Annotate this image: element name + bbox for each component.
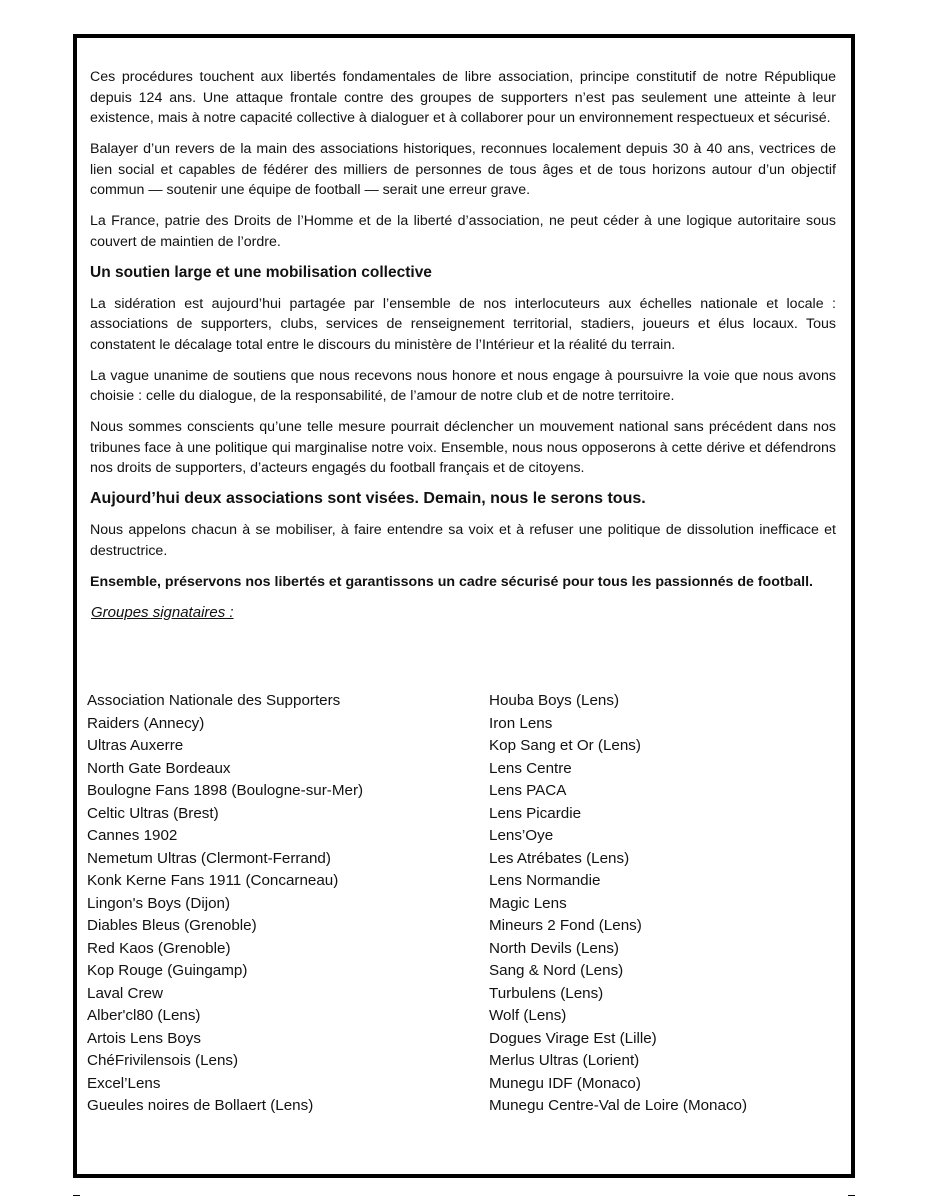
signatories-left-column bbox=[87, 690, 363, 1118]
signatory: Dogues Virage Est (Lille) bbox=[489, 1029, 657, 1047]
signatory: ChéFrivilensois (Lens) bbox=[87, 1052, 239, 1069]
signatory: Alber'cl80 (Lens) bbox=[87, 1007, 201, 1024]
signatory: Kop Rouge (Guingamp) bbox=[87, 962, 248, 979]
signatory: Boulogne Fans 1898 (Boulogne-sur-Mer) bbox=[87, 782, 364, 799]
signatory: Red Kaos (Grenoble) bbox=[87, 939, 231, 957]
signatory: Konk Kerne Fans 1911 (Concarneau) bbox=[87, 872, 339, 889]
signatory: Iron Lens bbox=[489, 714, 553, 732]
closing-statement: Ensemble, préservons nos libertés et garantissons un cadre sécurisé pour tous les passionnés de football. bbox=[90, 573, 813, 590]
signatory: Munegu Centre-Val de Loire (Monaco) bbox=[489, 1097, 748, 1114]
signatory: Diables Bleus (Grenoble) bbox=[87, 917, 257, 934]
signatories-right-column bbox=[489, 690, 747, 1118]
signatory: Lens Picardie bbox=[489, 804, 582, 822]
signatory: Turbulens (Lens) bbox=[489, 984, 604, 1002]
signatory: Magic Lens bbox=[489, 894, 567, 912]
signatory: Celtic Ultras (Brest) bbox=[87, 804, 219, 822]
signatory: Merlus Ultras (Lorient) bbox=[489, 1052, 640, 1069]
paragraph: Nous appelons chacun à se mobiliser, à faire entendre sa voix et à refuser une politique de dissolution inefficace et destructrice. bbox=[90, 522, 836, 559]
section-heading: Un soutien large et une mobilisation collective bbox=[90, 263, 432, 281]
crop-mark bbox=[848, 1195, 855, 1196]
signatory: Munegu IDF (Monaco) bbox=[489, 1074, 641, 1092]
paragraph: La sidération est aujourd’hui partagée par l’ensemble de nos interlocuteurs aux échelles nationale et locale : associations de supporters, clubs, services de renseignement territorial, stadiers, joueurs et élus locaux. Tous constatent le décalage total entre le discours du ministère de l’Intérieur et la réalité du terrain. bbox=[90, 295, 836, 353]
signatory: Lens’Oye bbox=[489, 827, 554, 844]
paragraph: La France, patrie des Droits de l’Homme et de la liberté d’association, ne peut céder à une logique autoritaire sous couvert de maintien de l’ordre. bbox=[90, 213, 836, 250]
paragraph: Ces procédures touchent aux libertés fondamentales de libre association, principe constitutif de notre République depuis 124 ans. Une attaque frontale contre des groupes de supporters n’est pas seulement une atteinte à leur existence, mais à notre capacité collective à dialoguer et à collaborer pour un environnement respectueux et sécurisé. bbox=[90, 69, 836, 126]
crop-mark bbox=[73, 1195, 80, 1196]
signatory: Houba Boys (Lens) bbox=[489, 692, 620, 709]
signatory: Artois Lens Boys bbox=[87, 1029, 201, 1047]
signatory: Wolf (Lens) bbox=[489, 1007, 567, 1024]
signatory: Cannes 1902 bbox=[87, 827, 178, 844]
signatory: North Gate Bordeaux bbox=[87, 759, 231, 777]
section-heading: Aujourd’hui deux associations sont visées. Demain, nous le serons tous. bbox=[90, 490, 646, 507]
signatory: Ultras Auxerre bbox=[87, 737, 184, 754]
signatory: North Devils (Lens) bbox=[489, 939, 619, 957]
signatory: Sang & Nord (Lens) bbox=[489, 962, 624, 979]
paragraph: La vague unanime de soutiens que nous recevons nous honore et nous engage à poursuivre la voie que nous avons choisie : celle du dialogue, de la responsabilité, de l’amour de notre club et de notre territoire. bbox=[90, 367, 836, 404]
signatory: Kop Sang et Or (Lens) bbox=[489, 737, 641, 754]
signatory: Association Nationale des Supporters bbox=[87, 692, 341, 709]
signatory: Lens PACA bbox=[489, 782, 567, 799]
signatory: Nemetum Ultras (Clermont-Ferrand) bbox=[87, 849, 331, 867]
letter-body bbox=[90, 67, 836, 623]
signatories-title: Groupes signataires : bbox=[91, 603, 234, 621]
paragraph: Nous sommes conscients qu’une telle mesure pourrait déclencher un mouvement national sans précédent dans nos tribunes face à une politique qui marginalise notre voix. Ensemble, nous nous opposerons à cette dérive et défendrons nos droits de supporters, d’acteurs engagés du football français et de citoyens. bbox=[90, 419, 836, 476]
signatory: Lens Normandie bbox=[489, 872, 601, 889]
signatory: Lingon's Boys (Dijon) bbox=[87, 894, 231, 912]
signatory: Les Atrébates (Lens) bbox=[489, 849, 630, 867]
signatory: Raiders (Annecy) bbox=[87, 714, 205, 732]
signatory: Mineurs 2 Fond (Lens) bbox=[489, 917, 642, 934]
signatory: Lens Centre bbox=[489, 759, 572, 777]
signatory: Laval Crew bbox=[87, 984, 163, 1002]
paragraph: Balayer d’un revers de la main des associations historiques, reconnues localement depuis 30 à 40 ans, vectrices de lien social et capables de fédérer des milliers de personnes de tous âges et de tous horizons autour d’un objectif commun — soutenir une équipe de football — serait une erreur grave. bbox=[90, 141, 836, 198]
signatory: Gueules noires de Bollaert (Lens) bbox=[87, 1097, 314, 1114]
signatory: Excel’Lens bbox=[87, 1074, 161, 1092]
